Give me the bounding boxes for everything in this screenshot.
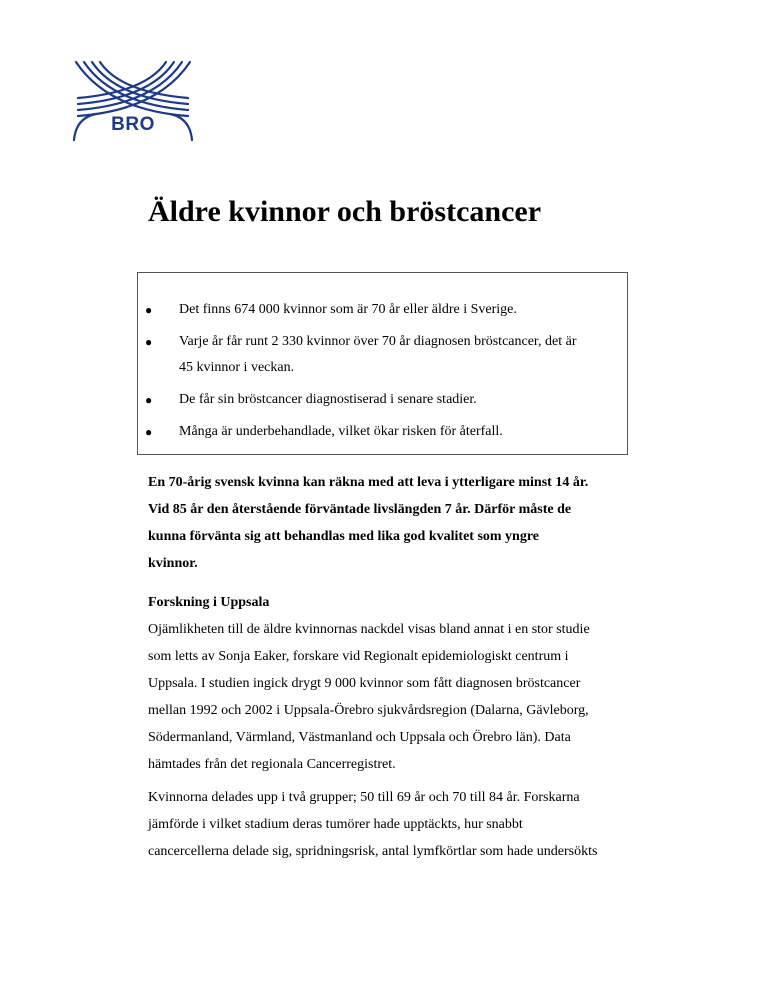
paragraph-line: Ojämlikheten till de äldre kvinnornas nackdel visas bland annat i en stor studie	[148, 622, 590, 637]
fact-item	[138, 297, 627, 323]
bullet-icon: ●	[145, 393, 153, 407]
bro-logo	[72, 60, 194, 142]
fact-item	[138, 387, 627, 413]
paragraph-line: Södermanland, Värmland, Västmanland och Uppsala och Örebro län). Data	[148, 730, 571, 745]
paragraph-line: hämtades från det regionala Cancerregistret.	[148, 757, 396, 772]
paragraph-line: Kvinnorna delades upp i två grupper; 50 till 69 år och 70 till 84 år. Forskarna	[148, 790, 580, 805]
section-heading: Forskning i Uppsala	[148, 595, 270, 610]
fact-text: Det finns 674 000 kvinnor som är 70 år eller äldre i Sverige.	[179, 302, 517, 317]
bullet-icon: ●	[145, 303, 153, 317]
paragraph-line: Uppsala. I studien ingick drygt 9 000 kvinnor som fått diagnosen bröstcancer	[148, 676, 581, 691]
fact-text: Varje år får runt 2 330 kvinnor över 70 år diagnosen bröstcancer, det är	[179, 334, 577, 349]
intro-paragraph	[148, 469, 648, 577]
fact-item	[138, 329, 627, 381]
fact-list	[138, 297, 627, 451]
intro-line: En 70-årig svensk kvinna kan räkna med att leva i ytterligare minst 14 år.	[148, 475, 589, 490]
fact-box	[137, 272, 628, 455]
intro-line: Vid 85 år den återstående förväntade livslängden 7 år. Därför måste de	[148, 502, 572, 517]
fact-text: 45 kvinnor i veckan.	[179, 360, 295, 375]
intro-line: kunna förvänta sig att behandlas med lika god kvalitet som yngre	[148, 529, 540, 544]
paragraph-line: cancercellerna delade sig, spridningsrisk, antal lymfkörtlar som hade undersökts	[148, 844, 598, 859]
body-paragraph	[148, 616, 648, 778]
body-paragraph	[148, 784, 648, 865]
bullet-icon: ●	[145, 335, 153, 349]
paragraph-line: jämförde i vilket stadium deras tumörer hade upptäckts, hur snabbt	[148, 817, 523, 832]
fact-item	[138, 419, 627, 445]
intro-line: kvinnor.	[148, 556, 198, 571]
fact-text: De får sin bröstcancer diagnostiserad i senare stadier.	[179, 392, 477, 407]
page-title: Äldre kvinnor och bröstcancer	[148, 195, 542, 228]
bullet-icon: ●	[145, 425, 153, 439]
fact-text: Många är underbehandlade, vilket ökar risken för återfall.	[179, 424, 503, 439]
paragraph-line: som letts av Sonja Eaker, forskare vid Regionalt epidemiologiskt centrum i	[148, 649, 569, 664]
paragraph-line: mellan 1992 och 2002 i Uppsala-Örebro sjukvårdsregion (Dalarna, Gävleborg,	[148, 703, 589, 718]
logo-text: BRO	[111, 114, 155, 135]
